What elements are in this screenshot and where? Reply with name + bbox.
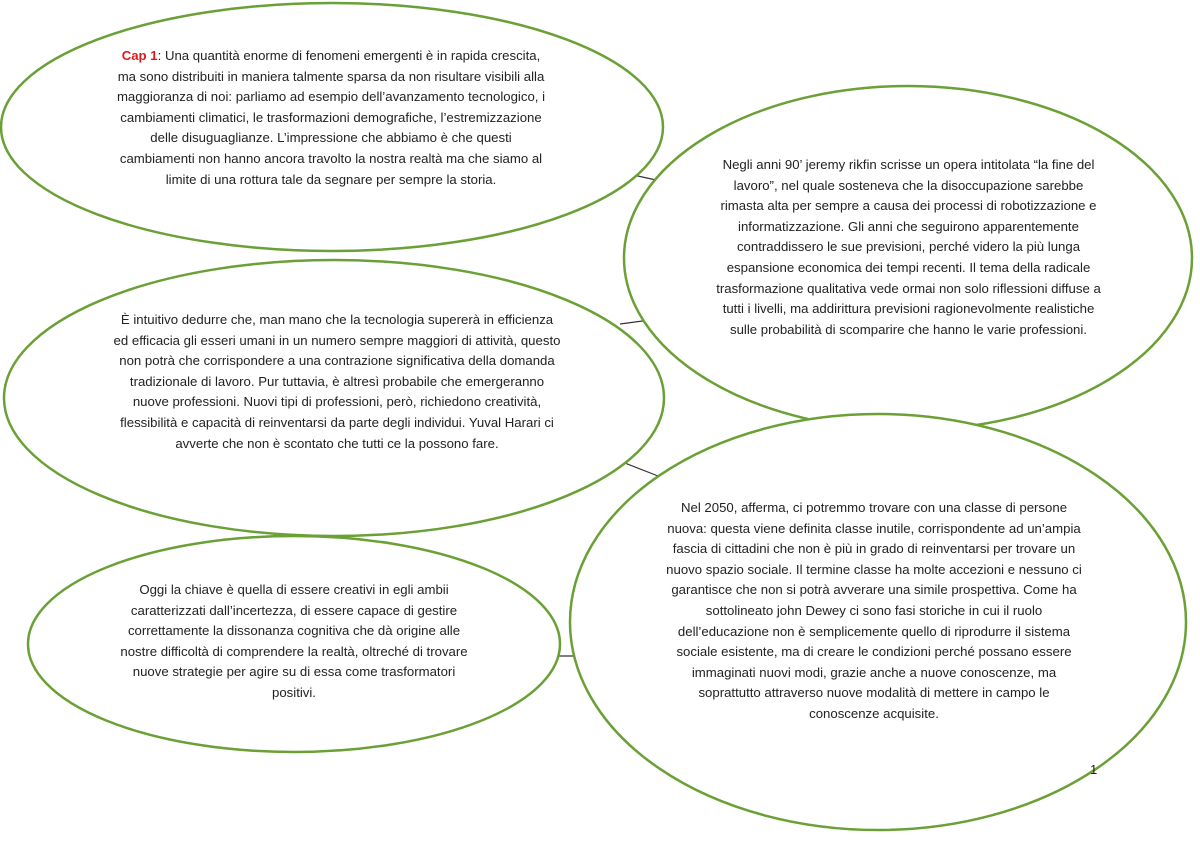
bubble-1-text xyxy=(116,46,546,190)
bubble-3-text xyxy=(112,310,562,454)
bubble-2-body: Negli anni 90’ jeremy rikfin scrisse un opera intitolata “la fine del lavoro”, nel quale sosteneva che la disoccupazione sarebbe rimasta alta per sempre a causa dei processi di robotizzazione e informatizzazione. Gli anni che seguirono apparentemente contraddissero le sue previsioni, perché videro la più lunga espansione economica dei tempi recenti. Il tema della radicale trasformazione qualitativa vede ormai non solo riflessioni diffuse a tutti i livelli, ma addirittura previsioni ragionevolmente realistiche sulle probabilità di scomparire che hanno le varie professioni. xyxy=(716,157,1101,337)
bubble-2-text xyxy=(716,155,1101,340)
chapter-label: Cap 1 xyxy=(121,48,158,63)
page-number: 1 xyxy=(1090,762,1098,777)
bubble-1-body: : Una quantità enorme di fenomeni emergenti è in rapida crescita, ma sono distribuiti in maniera talmente sparsa da non risultare visibili alla maggioranza di noi: parliamo ad esempio dell’avanzamento tecnologico, i cambiamenti climatici, le trasformazioni demografiche, l’estremizzazione delle disuguaglianze. L’impressione che abbiamo è che questi cambiamenti non hanno ancora travolto la nostra realtà ma che siamo al limite di una rottura tale da segnare per sempre la storia. xyxy=(116,48,546,187)
bubble-4-text xyxy=(666,498,1082,725)
bubble-5-text xyxy=(118,580,470,704)
bubble-5-body: Oggi la chiave è quella di essere creativi in egli ambii caratterizzati dall’incertezza, di essere capace di gestire correttamente la dissonanza cognitiva che dà origine alle nostre difficoltà di comprendere la realtà, oltreché di trovare nuove strategie per agire su di essa come trasformatori positivi. xyxy=(120,582,468,700)
bubble-3-body: È intuitivo dedurre che, man mano che la tecnologia supererà in efficienza ed efficacia gli esseri umani in un numero sempre maggiori di attività, questo non potrà che corrispondere a una contrazione significativa della domanda tradizionale di lavoro. Pur tuttavia, è altresì probabile che emergeranno nuove professioni. Nuovi tipi di professioni, però, richiedono creatività, flessibilità e capacità di reinventarsi da parte degli individui. Yuval Harari ci avverte che non è scontato che tutti ce la possono fare. xyxy=(113,312,561,451)
bubble-4-body: Nel 2050, afferma, ci potremmo trovare con una classe di persone nuova: questa viene definita classe inutile, corrispondente ad un’ampia fascia di cittadini che non è più in grado di reinventarsi per trovare un nuovo spazio sociale. Il termine classe ha molte accezioni e nessuno ci garantisce che non si potrà avverare una simile prospettiva. Come ha sottolineato john Dewey ci sono fasi storiche in cui il ruolo dell’educazione non è semplicemente quello di riprodurre il sistema sociale esistente, ma di creare le condizioni perché possano essere immaginati nuovi modi, grazie anche a nuove conoscenze, ma soprattutto attraverso nuove modalità di mettere in campo le conoscenze acquisite. xyxy=(666,500,1082,721)
